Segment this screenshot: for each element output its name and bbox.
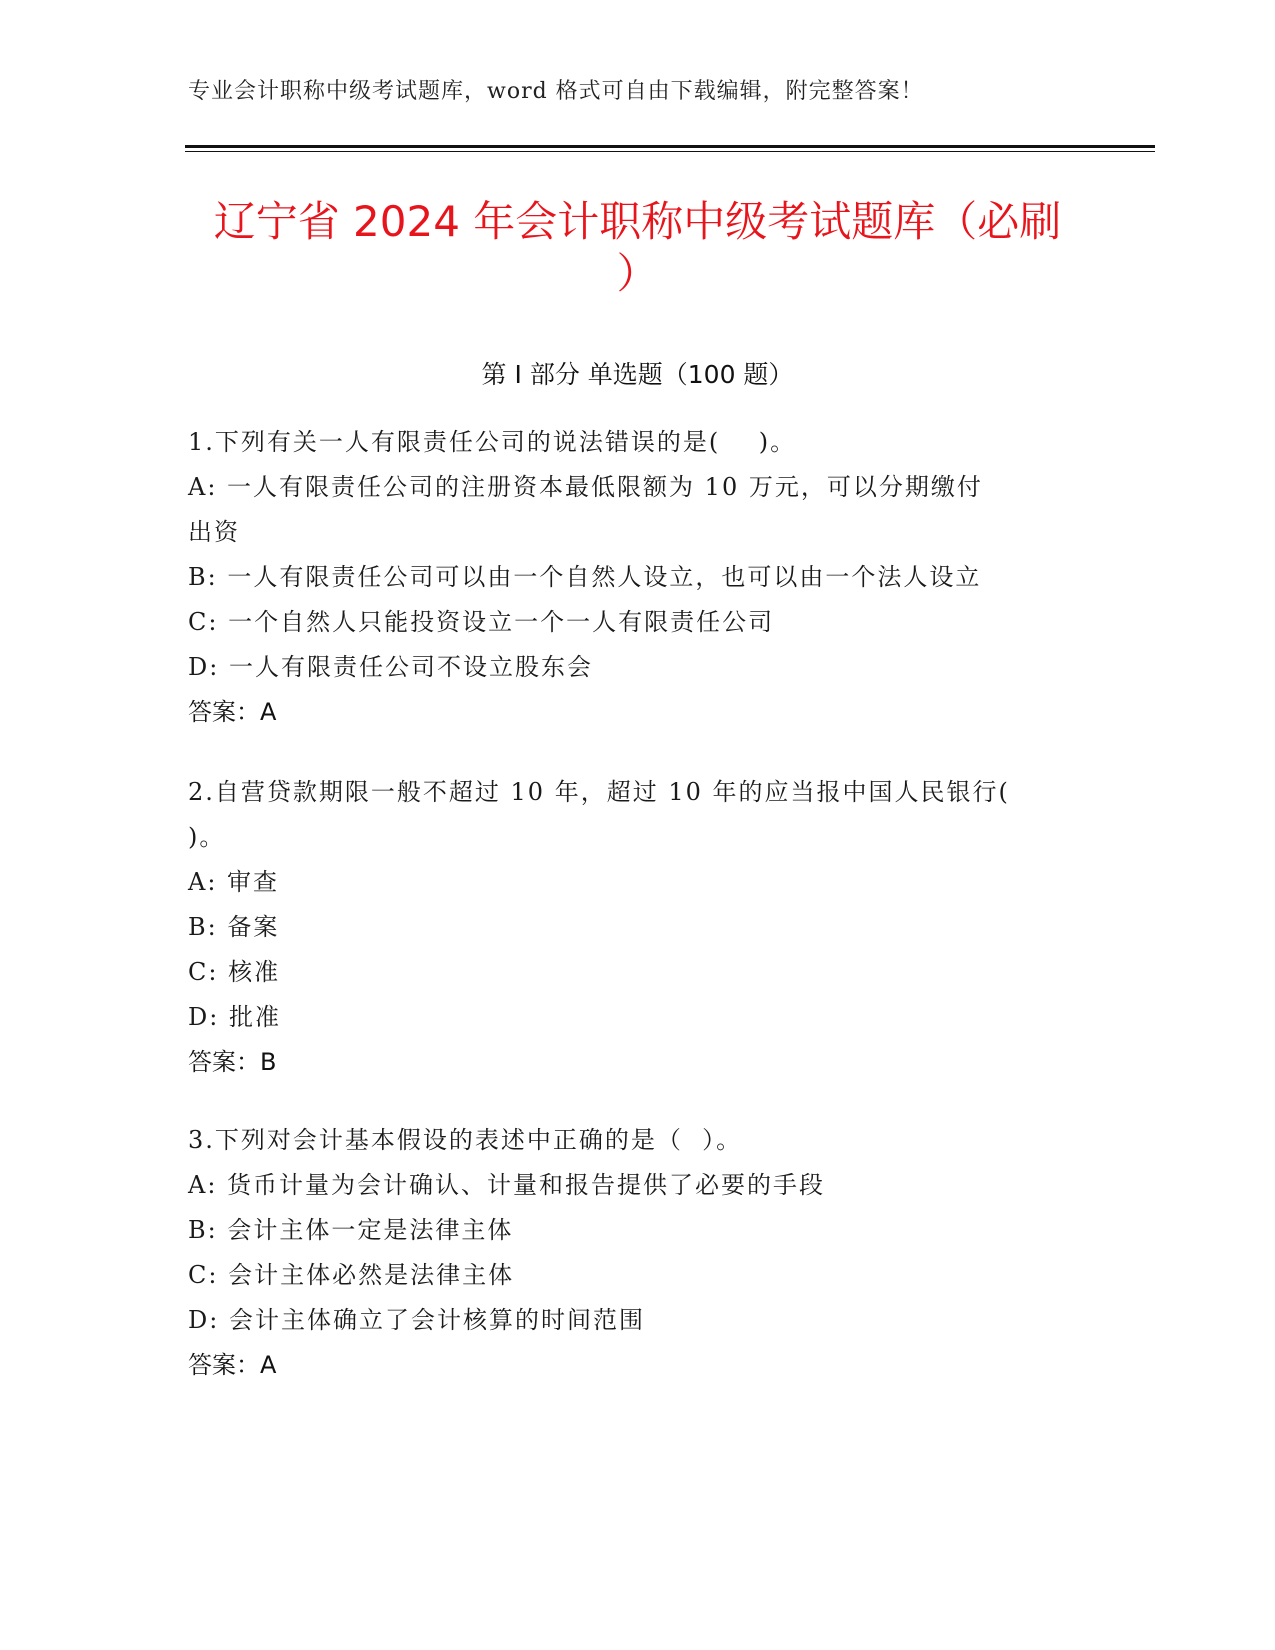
question-2 [188, 770, 1088, 1085]
question-1-stem: 1.下列有关一人有限责任公司的说法错误的是( )。 [188, 428, 797, 456]
question-1-option-c: C: 一个自然人只能投资设立一个一人有限责任公司 [188, 608, 775, 636]
question-2-stem-cont: )。 [188, 823, 226, 851]
question-1-option-d: D: 一人有限责任公司不设立股东会 [188, 653, 593, 681]
question-3 [188, 1118, 1088, 1388]
document-title-line-2: ） [616, 249, 659, 298]
header-note: 专业会计职称中级考试题库，word 格式可自由下载编辑，附完整答案！ [188, 79, 924, 104]
question-1-answer: 答案：A [188, 698, 277, 726]
question-3-option-c: C: 会计主体必然是法律主体 [188, 1261, 515, 1289]
question-2-option-c: C: 核准 [188, 958, 281, 986]
question-3-option-d: D: 会计主体确立了会计核算的时间范围 [188, 1306, 645, 1334]
question-2-option-d: D: 批准 [188, 1003, 281, 1031]
question-2-option-a: A: 审查 [188, 868, 280, 896]
question-3-option-b: B: 会计主体一定是法律主体 [188, 1216, 514, 1244]
header-rule-thin [185, 151, 1155, 152]
section-heading: 第 I 部分 单选题（100 题） [481, 360, 794, 389]
question-2-stem: 2.自营贷款期限一般不超过 10 年，超过 10 年的应当报中国人民银行( [188, 778, 1010, 806]
question-2-option-b: B: 备案 [188, 913, 280, 941]
document-title [150, 196, 1125, 300]
question-2-answer: 答案：B [188, 1048, 277, 1076]
header-rule-thick [185, 145, 1155, 148]
question-3-option-a: A: 货币计量为会计确认、计量和报告提供了必要的手段 [188, 1171, 826, 1199]
document-title-line-1: 辽宁省 2024 年会计职称中级考试题库（必刷 [213, 197, 1062, 246]
question-1 [188, 420, 1088, 735]
question-1-option-b: B: 一人有限责任公司可以由一个自然人设立，也可以由一个法人设立 [188, 563, 982, 591]
question-1-option-a-cont: 出资 [188, 518, 240, 546]
question-3-stem: 3.下列对会计基本假设的表述中正确的是（ ）。 [188, 1126, 743, 1154]
question-3-answer: 答案：A [188, 1351, 277, 1379]
question-1-option-a: A: 一人有限责任公司的注册资本最低限额为 10 万元，可以分期缴付 [188, 473, 983, 501]
